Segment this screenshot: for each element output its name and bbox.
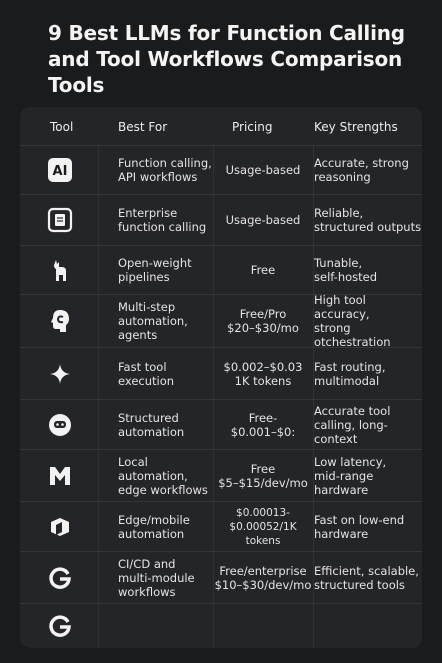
pricing-cell: Free xyxy=(250,263,276,277)
sparkle-icon xyxy=(47,361,73,387)
key-strengths-cell xyxy=(314,604,422,648)
best-for-cell: Local automation, edge workflows xyxy=(118,454,208,497)
best-for-cell: Multi-step automation, agents xyxy=(118,300,188,342)
key-strengths-cell: Low latency, mid-range hardware xyxy=(314,454,387,497)
ai-badge-icon xyxy=(47,157,73,183)
key-strengths-cell: Fast routing, multimodal xyxy=(314,359,386,388)
table-row xyxy=(20,551,422,603)
pricing-cell: Free/Pro $20–$30/mo xyxy=(227,307,299,335)
page-title: 9 Best LLMs for Function Calling and Tool Workflows Comparison Tools xyxy=(48,21,405,97)
pricing-cell: Usage-based xyxy=(225,163,301,177)
pricing-cell xyxy=(213,604,313,648)
best-for-cell: Open-weight pipelines xyxy=(118,256,192,284)
pricing-cell: $0.002–$0.03 1K tokens xyxy=(223,359,303,388)
document-box-icon xyxy=(47,207,73,233)
header-pricing: Pricing xyxy=(232,120,273,134)
pricing-cell: Usage-based xyxy=(225,213,301,227)
stacked-boxes-icon xyxy=(47,514,73,540)
table-row xyxy=(20,347,422,399)
table-row xyxy=(20,603,422,648)
pricing-cell: Free/enterprise $10–$30/dev/mo xyxy=(214,563,312,592)
mistral-m-icon xyxy=(47,463,73,489)
header-tool: Tool xyxy=(50,120,74,134)
table-row xyxy=(20,294,422,347)
key-strengths-cell: Efficient, scalable, structured tools xyxy=(314,563,419,592)
key-strengths-cell: Accurate, strong reasoning xyxy=(314,156,409,184)
best-for-cell: Structured automation xyxy=(118,410,185,439)
table-header xyxy=(20,107,422,145)
key-strengths-cell: High tool accuracy, strong otchestration xyxy=(314,293,391,349)
best-for-cell: CI/CD and multi-module workflows xyxy=(118,556,195,599)
pricing-cell: Free- $0.001–$0: xyxy=(230,410,296,439)
best-for-cell: Function calling, API workflows xyxy=(118,156,212,184)
comparison-table xyxy=(20,107,422,648)
pricing-cell: Free $5–$15/dev/mo xyxy=(218,461,308,490)
table-row xyxy=(20,501,422,551)
table-row xyxy=(20,194,422,245)
svg-text:AI: AI xyxy=(52,164,68,179)
claude-head-icon xyxy=(47,308,73,334)
best-for-cell xyxy=(118,604,218,648)
google-g-icon xyxy=(47,565,73,591)
table-row xyxy=(20,449,422,501)
key-strengths-cell: Fast on low-end hardware xyxy=(314,512,405,541)
best-for-cell: Fast tool execution xyxy=(118,359,175,388)
best-for-cell: Enterprise function calling xyxy=(118,206,207,234)
key-strengths-cell: Tunable, self-hosted xyxy=(314,256,378,284)
key-strengths-cell: Accurate tool calling, long-context xyxy=(314,403,391,446)
best-for-cell: Edge/mobile automation xyxy=(118,512,190,541)
table-row xyxy=(20,245,422,294)
robot-icon xyxy=(47,412,73,438)
google-g-icon xyxy=(47,613,73,639)
pricing-cell: $0.00013- $0.00052/1K tokens xyxy=(229,506,297,547)
header-key-strengths: Key Strengths xyxy=(314,120,398,134)
llama-icon xyxy=(47,257,73,283)
table-row xyxy=(20,399,422,449)
header-best-for: Best For xyxy=(118,120,168,134)
key-strengths-cell: Reliable, structured outputs xyxy=(314,206,422,234)
table-row xyxy=(20,145,422,194)
